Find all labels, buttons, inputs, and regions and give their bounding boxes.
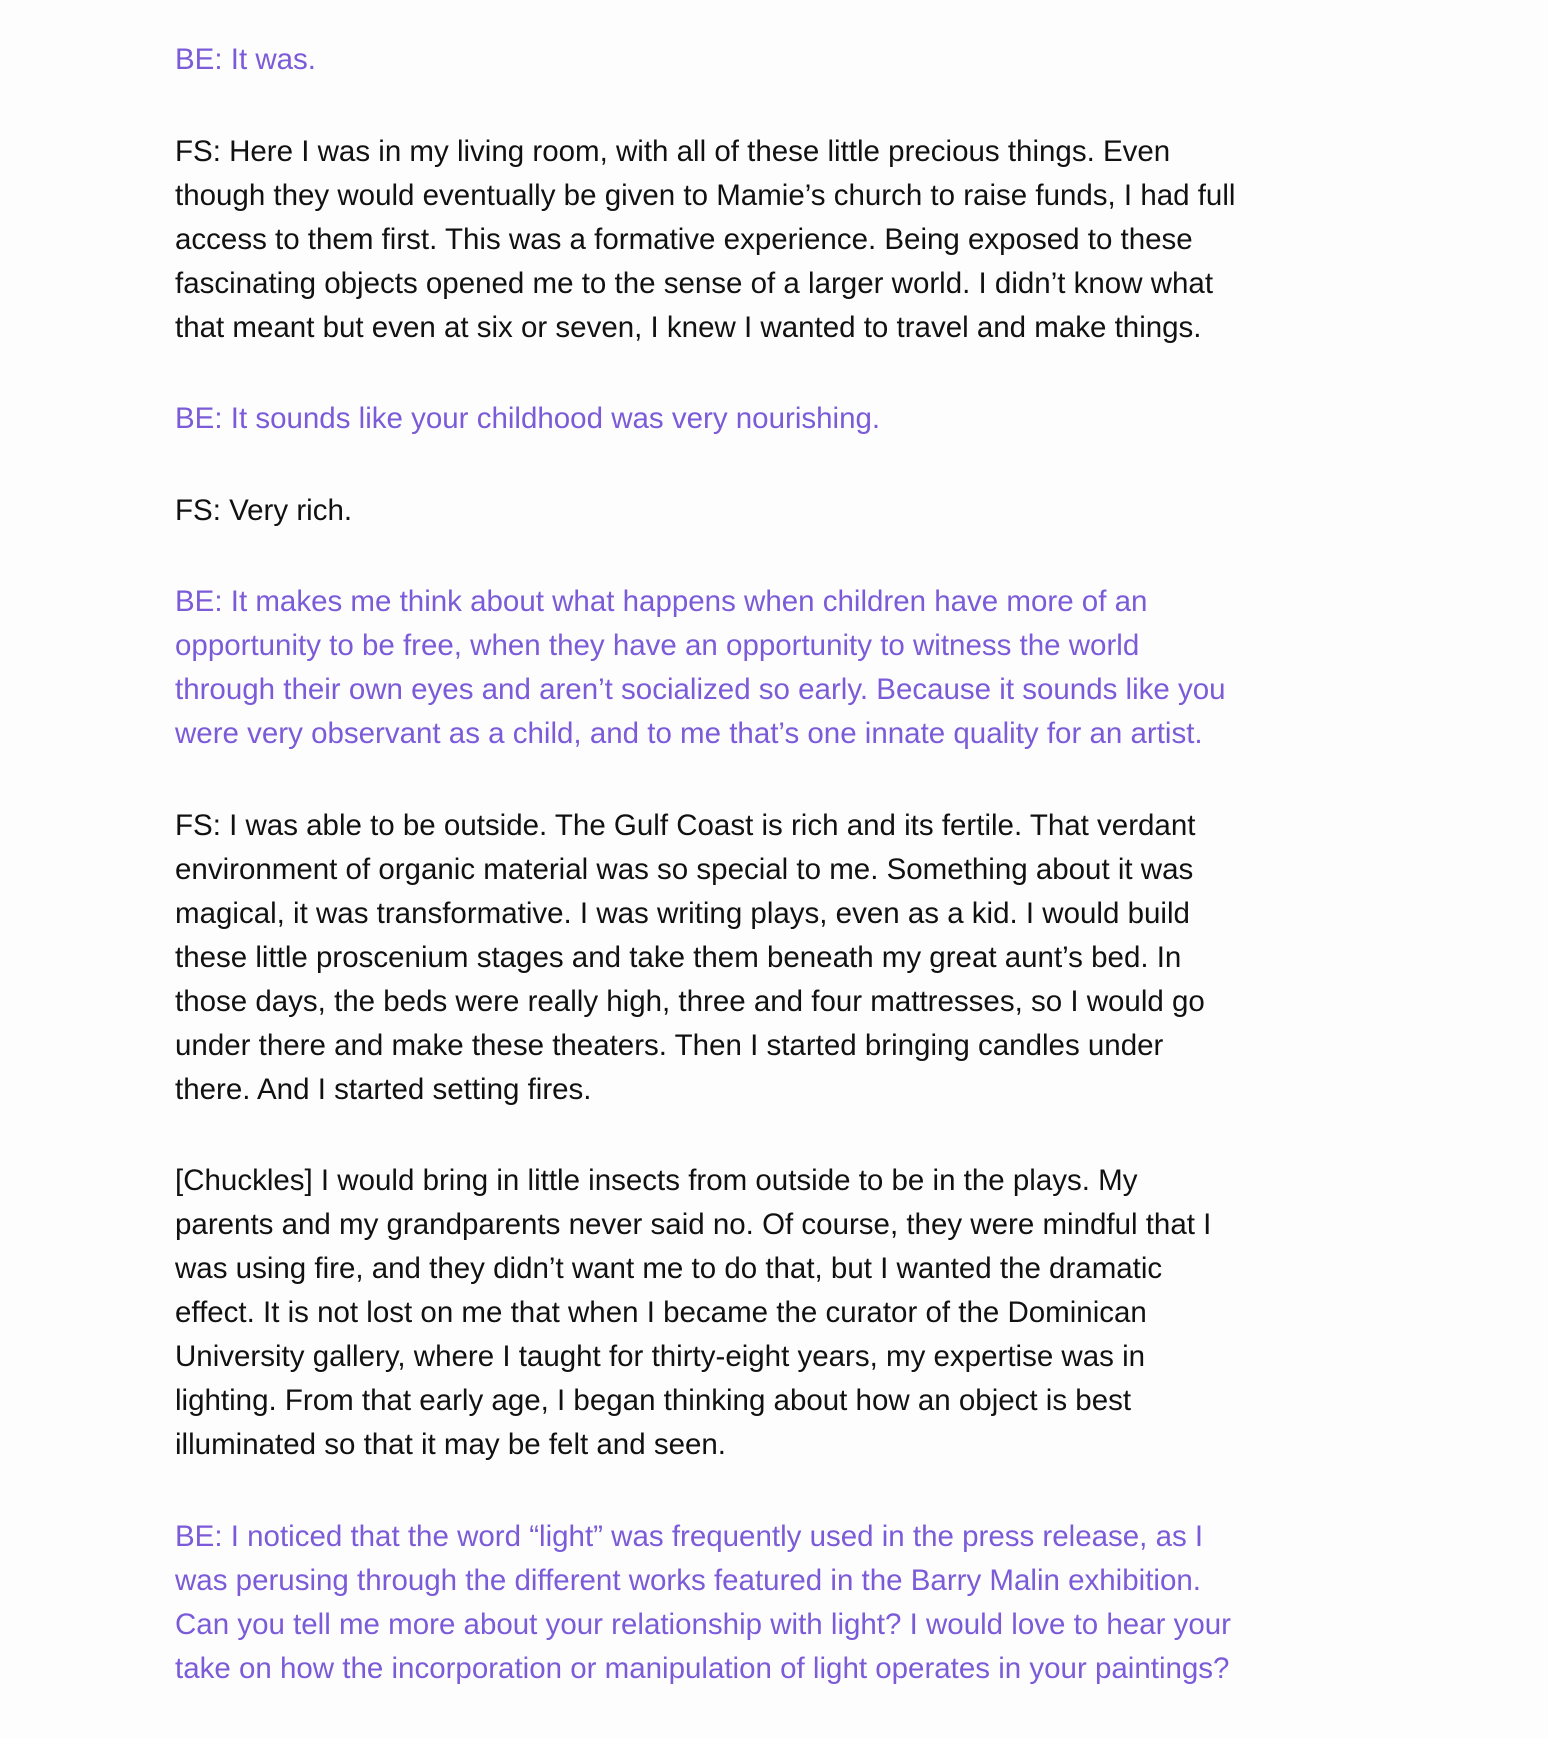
text-line: FS: I was able to be outside. The Gulf Coast is rich and its fertile. That verdant <box>175 808 1196 842</box>
text-line: BE: It was. <box>175 43 316 76</box>
text-line: was perusing through the different works featured in the Barry Malin exhibition. <box>175 1563 1201 1597</box>
text-line: opportunity to be free, when they have an opportunity to witness the world <box>175 629 1140 662</box>
text-line: through their own eyes and aren’t socialized so early. Because it sounds like you <box>175 673 1226 706</box>
subject-paragraph <box>175 804 1405 1112</box>
text-line: under there and make these theaters. Then I started bringing candles under <box>175 1028 1164 1062</box>
text-line: magical, it was transformative. I was writing plays, even as a kid. I would build <box>175 896 1190 930</box>
subject-paragraph <box>175 130 1405 350</box>
interviewer-paragraph <box>175 1515 1405 1691</box>
text-line: that meant but even at six or seven, I knew I wanted to travel and make things. <box>175 310 1202 344</box>
text-line: take on how the incorporation or manipulation of light operates in your paintings? <box>175 1651 1230 1685</box>
text-line: University gallery, where I taught for thirty-eight years, my expertise was in <box>175 1340 1146 1373</box>
text-line: these little proscenium stages and take them beneath my great aunt’s bed. In <box>175 940 1182 974</box>
text-line: BE: It sounds like your childhood was very nourishing. <box>175 402 881 435</box>
text-line: [Chuckles] I would bring in little insects from outside to be in the plays. My <box>175 1164 1138 1197</box>
text-line: fascinating objects opened me to the sense of a larger world. I didn’t know what <box>175 266 1214 300</box>
interviewer-paragraph <box>175 580 1405 756</box>
subject-paragraph <box>175 1159 1405 1467</box>
interviewer-paragraph <box>175 397 1405 441</box>
interview-transcript <box>175 38 1405 1738</box>
text-line: FS: Very rich. <box>175 493 353 527</box>
text-line: lighting. From that early age, I began thinking about how an object is best <box>175 1384 1132 1417</box>
text-line: access to them first. This was a formative experience. Being exposed to these <box>175 222 1193 256</box>
text-line: FS: Here I was in my living room, with all of these little precious things. Even <box>175 134 1171 168</box>
text-line: effect. It is not lost on me that when I became the curator of the Dominican <box>175 1296 1147 1329</box>
text-line: BE: It makes me think about what happens when children have more of an <box>175 585 1148 618</box>
text-line: those days, the beds were really high, three and four mattresses, so I would go <box>175 984 1205 1018</box>
text-line: illuminated so that it may be felt and seen. <box>175 1428 726 1461</box>
text-line: environment of organic material was so special to me. Something about it was <box>175 852 1194 886</box>
text-line: parents and my grandparents never said no. Of course, they were mindful that I <box>175 1208 1212 1241</box>
subject-paragraph <box>175 489 1405 533</box>
text-line: Can you tell me more about your relationship with light? I would love to hear your <box>175 1607 1232 1641</box>
interviewer-paragraph <box>175 38 1405 82</box>
text-line: there. And I started setting fires. <box>175 1072 592 1106</box>
text-line: though they would eventually be given to Mamie’s church to raise funds, I had full <box>175 178 1236 212</box>
text-line: was using fire, and they didn’t want me to do that, but I wanted the dramatic <box>175 1252 1163 1285</box>
text-line: BE: I noticed that the word “light” was frequently used in the press release, as I <box>175 1519 1204 1553</box>
text-line: were very observant as a child, and to me that’s one innate quality for an artist. <box>175 717 1203 750</box>
